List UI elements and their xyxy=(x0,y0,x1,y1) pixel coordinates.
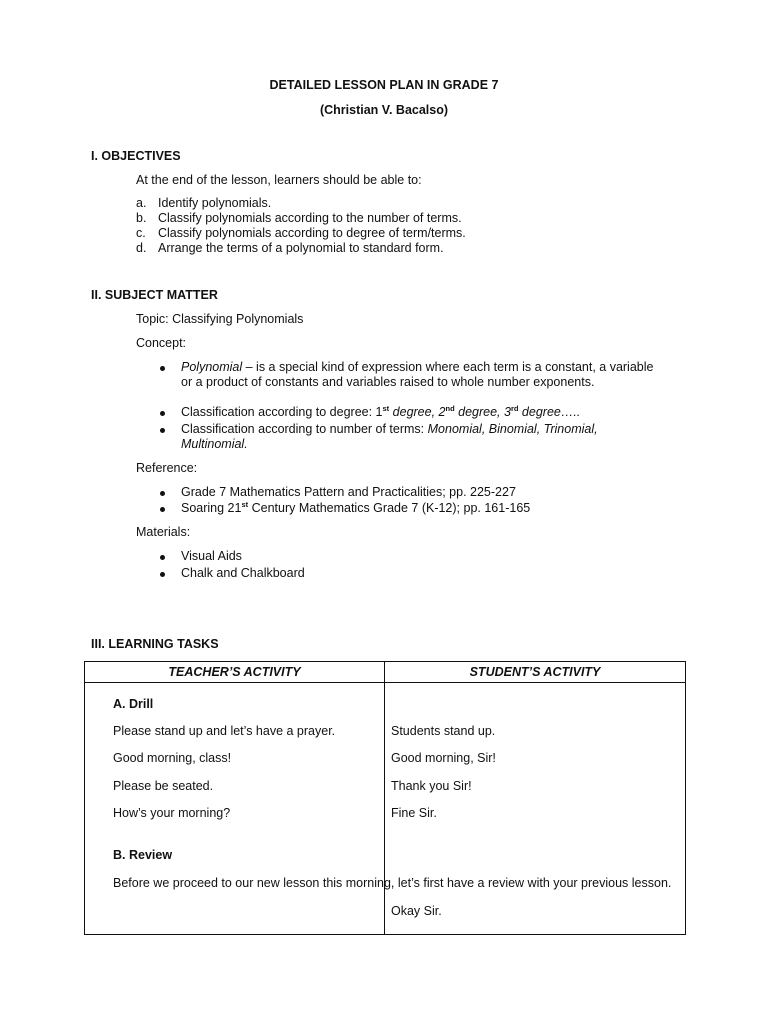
polynomial-term: Polynomial xyxy=(181,360,243,374)
objectives-intro: At the end of the lesson, learners should be able to: xyxy=(136,173,422,187)
concept-label: Concept: xyxy=(136,336,187,350)
list-item-marker: a. xyxy=(136,196,147,210)
bullet-icon xyxy=(160,411,165,416)
teacher-line: Before we proceed to our new lesson this morning, let’s first have a review with your previous lesson. xyxy=(113,876,672,890)
subject-matter-heading: II. SUBJECT MATTER xyxy=(91,288,218,302)
teacher-line: How’s your morning? xyxy=(113,806,231,820)
reference-item: Soaring 21st Century Mathematics Grade 7 (K-12); pp. 161-165 xyxy=(181,499,531,515)
list-item: Classify polynomials according to the number of terms. xyxy=(158,211,462,225)
drill-heading: A. Drill xyxy=(113,697,154,711)
student-activity-cell xyxy=(385,683,686,935)
materials-label: Materials: xyxy=(136,525,191,539)
concept-terms-classification: Classification according to number of terms: Monomial, Binomial, Trinomial, Multinomial. xyxy=(181,422,598,451)
bullet-icon xyxy=(160,428,165,433)
student-line: Fine Sir. xyxy=(391,806,437,820)
bullet-icon xyxy=(160,572,165,577)
concept-degree-classification: Classification according to degree: 1st degree, 2nd degree, 3rd degree….. xyxy=(181,403,581,419)
materials-item: Visual Aids xyxy=(181,549,242,563)
student-line: Okay Sir. xyxy=(391,904,442,918)
list-item-marker: c. xyxy=(136,226,146,240)
list-item: Identify polynomials. xyxy=(158,196,272,210)
polynomial-definition: – is a special kind of expression where each term is a constant, a variable or a product of constants and variables raised to whole number exponents. xyxy=(181,360,654,389)
table-row xyxy=(85,683,686,935)
objectives-heading: I. OBJECTIVES xyxy=(91,149,181,163)
list-item: Arrange the terms of a polynomial to standard form. xyxy=(158,241,444,255)
list-item-marker: d. xyxy=(136,241,147,255)
reference-item: Grade 7 Mathematics Pattern and Practicalities; pp. 225-227 xyxy=(181,485,516,499)
learning-tasks-heading: III. LEARNING TASKS xyxy=(91,637,219,651)
teacher-line: Please stand up and let’s have a prayer. xyxy=(113,724,336,738)
reference-label: Reference: xyxy=(136,461,198,475)
student-line: Thank you Sir! xyxy=(391,779,472,793)
concept-polynomial-definition xyxy=(181,360,661,390)
table-header-row xyxy=(85,662,686,683)
teacher-activity-header: TEACHER’S ACTIVITY xyxy=(85,662,385,683)
bullet-icon xyxy=(160,366,165,371)
list-item-marker: b. xyxy=(136,211,147,225)
author-line: (Christian V. Bacalso) xyxy=(319,103,449,117)
list-item: Classify polynomials according to degree of term/terms. xyxy=(158,226,466,240)
teacher-line: Good morning, class! xyxy=(113,751,232,765)
student-line: Students stand up. xyxy=(391,724,496,738)
bullet-icon xyxy=(160,507,165,512)
bullet-icon xyxy=(160,555,165,560)
teacher-line: Please be seated. xyxy=(113,779,214,793)
bullet-icon xyxy=(160,491,165,496)
student-activity-header: STUDENT’S ACTIVITY xyxy=(385,662,686,683)
student-line: Good morning, Sir! xyxy=(391,751,496,765)
materials-item: Chalk and Chalkboard xyxy=(181,566,305,580)
topic-line: Topic: Classifying Polynomials xyxy=(136,312,304,326)
review-heading: B. Review xyxy=(113,848,173,862)
document-title: DETAILED LESSON PLAN IN GRADE 7 xyxy=(269,78,499,92)
learning-tasks-table xyxy=(84,661,686,935)
